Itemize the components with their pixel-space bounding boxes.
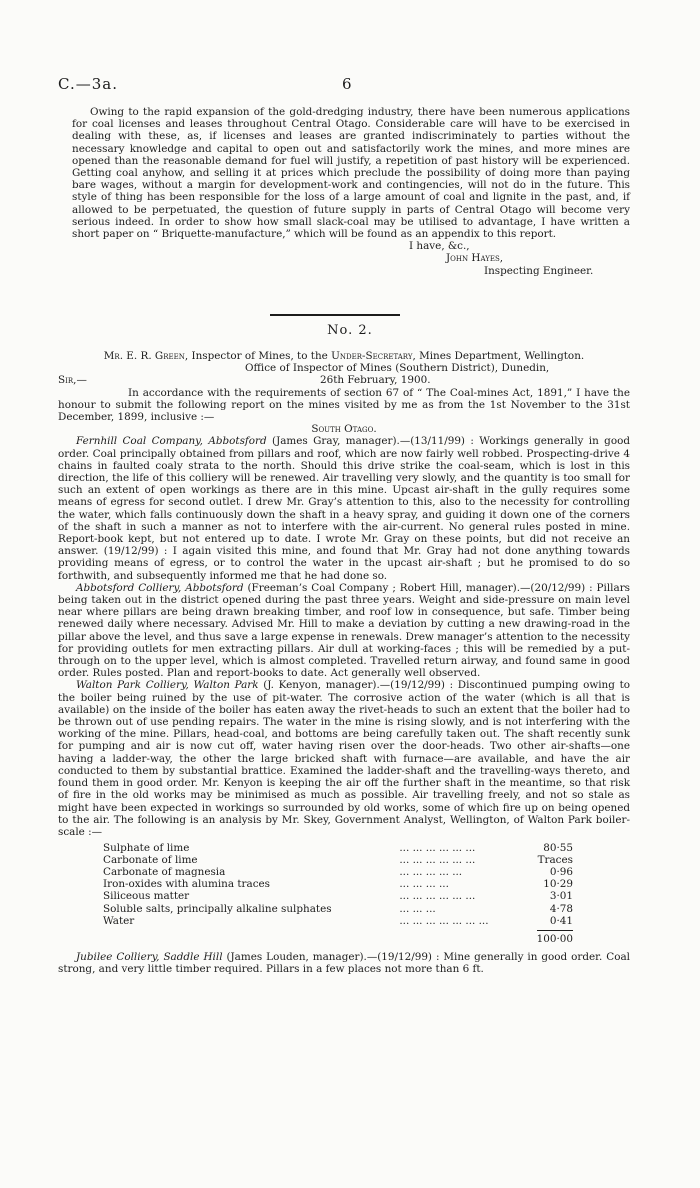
jubilee-entry — [58, 951, 630, 975]
analysis-dots: ... ... ... ... ... — [399, 866, 463, 879]
abbotsford-entry — [58, 582, 630, 680]
letter-one — [72, 106, 630, 277]
report-intro: In accordance with the requirements of section 67 of “ The Coal-mines Act, 1891,” I have the honour to submit the following report on the mines visited by me as from the 1st November to the 31st December, 1899, inclusive :— — [58, 386, 630, 423]
analysis-dots: ... ... ... ... ... ... — [399, 854, 476, 867]
page-number: 6 — [342, 75, 352, 93]
abbotsford-title: Abbotsford Colliery, Abbotsford — [76, 581, 244, 594]
analysis-label: Carbonate of magnesia — [103, 866, 226, 879]
analysis-value: 4·78 — [549, 902, 573, 915]
address-to: Under-Secretary, — [331, 350, 416, 362]
analysis-label: Siliceous matter — [103, 890, 190, 903]
fernhill-entry — [58, 435, 630, 581]
report-reference: C.—3a. — [58, 75, 118, 93]
analysis-dots: ... ... ... ... ... ... ... — [399, 914, 489, 927]
letter-one-closing: I have, &c., — [409, 240, 470, 253]
salutation: Sir,— — [58, 374, 87, 387]
table-row — [103, 890, 573, 902]
analysis-dots: ... ... ... ... — [399, 878, 449, 891]
district-heading: South Otago. — [311, 423, 377, 436]
table-row — [103, 878, 573, 890]
jubilee-body: (James Louden, manager).—(19/12/99) : Mine generally in good order. Coal strong, and very little timber required. Pillars in a few places not more than 6 ft. — [58, 950, 630, 976]
table-row — [103, 854, 573, 866]
address-rest: Inspector of Mines, to the — [188, 350, 332, 362]
analysis-value: 3·01 — [549, 890, 573, 903]
analysis-dots: ... ... ... — [399, 902, 436, 915]
section-number: No. 2. — [327, 323, 373, 338]
section-divider — [270, 314, 400, 316]
analysis-value: 0·41 — [549, 914, 573, 927]
letter-one-signer: John Hayes, — [446, 252, 504, 265]
analysis-value: 10·29 — [543, 878, 573, 891]
jubilee-title: Jubilee Colliery, Saddle Hill — [76, 950, 223, 963]
fernhill-body: (James Gray, manager).—(13/11/99) : Workings generally in good order. Coal principally obtained from pillars and roof, which are now fairly well robbed. Prospecting-drive 4 chains in faulted coaly strata to the north. Should this drive strike the coal-seam, which is lost in this direction, the life of this colliery will be renewed. Air travelling very slowly, and the quantity is too small for such an extent of open workings as there are in this mine. Upcast air-shaft in the gully requires some means of egress for second outlet. I drew Mr. Gray’s attention to this, also to the necessity for controlling the water, which falls continuously down the shaft in a heavy spray, and guiding it down one of the corners of the shaft in such a manner as not to interfere with the air-current. No general rules posted in mine. Report-book kept, but not entered up to date. I wrote Mr. Gray on these points, but did not receive an answer. (19/12/99) : I again visited this mine, and found that Mr. Gray had not done anything towards providing means of egress, or to control the water in the upcast air-shaft ; but he promised to do so forthwith, and subsequently informed me that he had done so. — [58, 435, 630, 582]
analysis-value: 0·96 — [549, 866, 573, 879]
analysis-value: Traces — [537, 854, 573, 867]
analysis-total-row — [103, 930, 573, 945]
analysis-dots: ... ... ... ... ... ... — [399, 842, 476, 855]
letter-one-body: Owing to the rapid expansion of the gold-dredging industry, there have been numerous applications for coal licenses and leases throughout Central Otago. Considerable care will have to be exercised in dealing with these, as, if licenses and leases are granted indiscriminately to parties without the necessary knowledge and capital to open out and satisfactorily work the mines, and more mines are opened than the reasonable demand for fuel will justify, a repetition of past history will be experienced. Getting coal anyhow, and selling it at prices which preclude the possibility of doing more than paying bare wages, without a margin for development-work and contingencies, will not do in the future. This style of thing has been responsible for the loss of a large amount of coal and lignite in the past, and, if allowed to be perpetuated, the question of future supply in parts of Central Otago will become very serious indeed. In order to show how small slack-coal may be utilised to advantage, I have written a short paper on “ Briquette-manufacture,” which will be found as an appendix to this report. — [72, 106, 630, 241]
table-row — [103, 915, 573, 927]
abbotsford-body: (Freeman’s Coal Company ; Robert Hill, manager).—(20/12/99) : Pillars being taken out in the district opened during the past three years. Weight and side-pressure on main level near where pillars are being drawn breaking timber, and roof low in consequence, but safe. Timber being renewed daily where necessary. Advised Mr. Hill to make a deviation by cutting a new drawing-road in the pillar above the level, and thus save a large expense in renewals. Drew manager’s attention to the necessity for providing outlets for men extracting pillars. Air dull at working-faces ; this will be remedied by a put-through on to the upper level, which is almost completed. Travelled return airway, and found same in good order. Rules posted. Plan and report-books to date. Act generally well observed. — [58, 581, 630, 680]
table-row — [103, 866, 573, 878]
analysis-value: 80·55 — [543, 842, 573, 855]
table-row — [103, 842, 573, 854]
walton-body: (J. Kenyon, manager).—(19/12/99) : Discontinued pumping owing to the boiler being ruined by the use of pit-water. The corrosive action of the water (which is all that is available) on the inside of the boiler has eaten away the rivet-heads to such an extent that the boiler had to be thrown out of use pending repairs. The water in the mine is rising slowly, and is not interfering with the working of the mine. Pillars, head-coal, and bottoms are being carefully taken out. The shaft recently sunk for pumping and air is now cut off, water having risen over the door-heads. Two other air-shafts—one having a ladder-way, the other the large bricked shaft with furnace—are available, and have the air conducted to them by substantial brattice. Examined the ladder-shaft and the travelling-ways thereto, and found them in good order. Mr. Kenyon is keeping the air off the further shaft in the meantime, so that risk of fire in the old works may be minimised as much as possible. Air travelling freely, and not so stale as might have been expected in workings so surrounded by old works, some of which fire up on being opened to the air. The following is an analysis by Mr. Skey, Government Analyst, Wellington, of Walton Park boiler-scale :— — [58, 679, 630, 838]
letter-one-signer-title: Inspecting Engineer. — [484, 264, 594, 277]
analysis-dots: ... ... ... ... ... ... — [399, 890, 476, 903]
analysis-label: Carbonate of lime — [103, 854, 198, 867]
table-row — [103, 903, 573, 915]
address-end: Mines Department, Wellington. — [415, 350, 585, 362]
address-name: Mr. E. R. Green, — [103, 350, 189, 362]
analysis-label: Sulphate of lime — [103, 842, 190, 855]
fernhill-title: Fernhill Coal Company, Abbotsford — [76, 435, 267, 448]
section-two — [58, 350, 630, 975]
walton-title: Walton Park Colliery, Walton Park — [76, 679, 259, 692]
office-line: Office of Inspector of Mines (Southern District), Dunedin, — [245, 362, 550, 375]
letter-date: 26th February, 1900. — [320, 374, 431, 387]
analysis-label: Iron-oxides with alumina traces — [103, 878, 271, 891]
analysis-table — [103, 842, 573, 927]
analysis-label: Water — [103, 914, 135, 927]
walton-entry — [58, 679, 630, 838]
analysis-total: 100·00 — [537, 930, 573, 945]
address-line — [58, 350, 630, 362]
analysis-label: Soluble salts, principally alkaline sulphates — [103, 902, 332, 915]
